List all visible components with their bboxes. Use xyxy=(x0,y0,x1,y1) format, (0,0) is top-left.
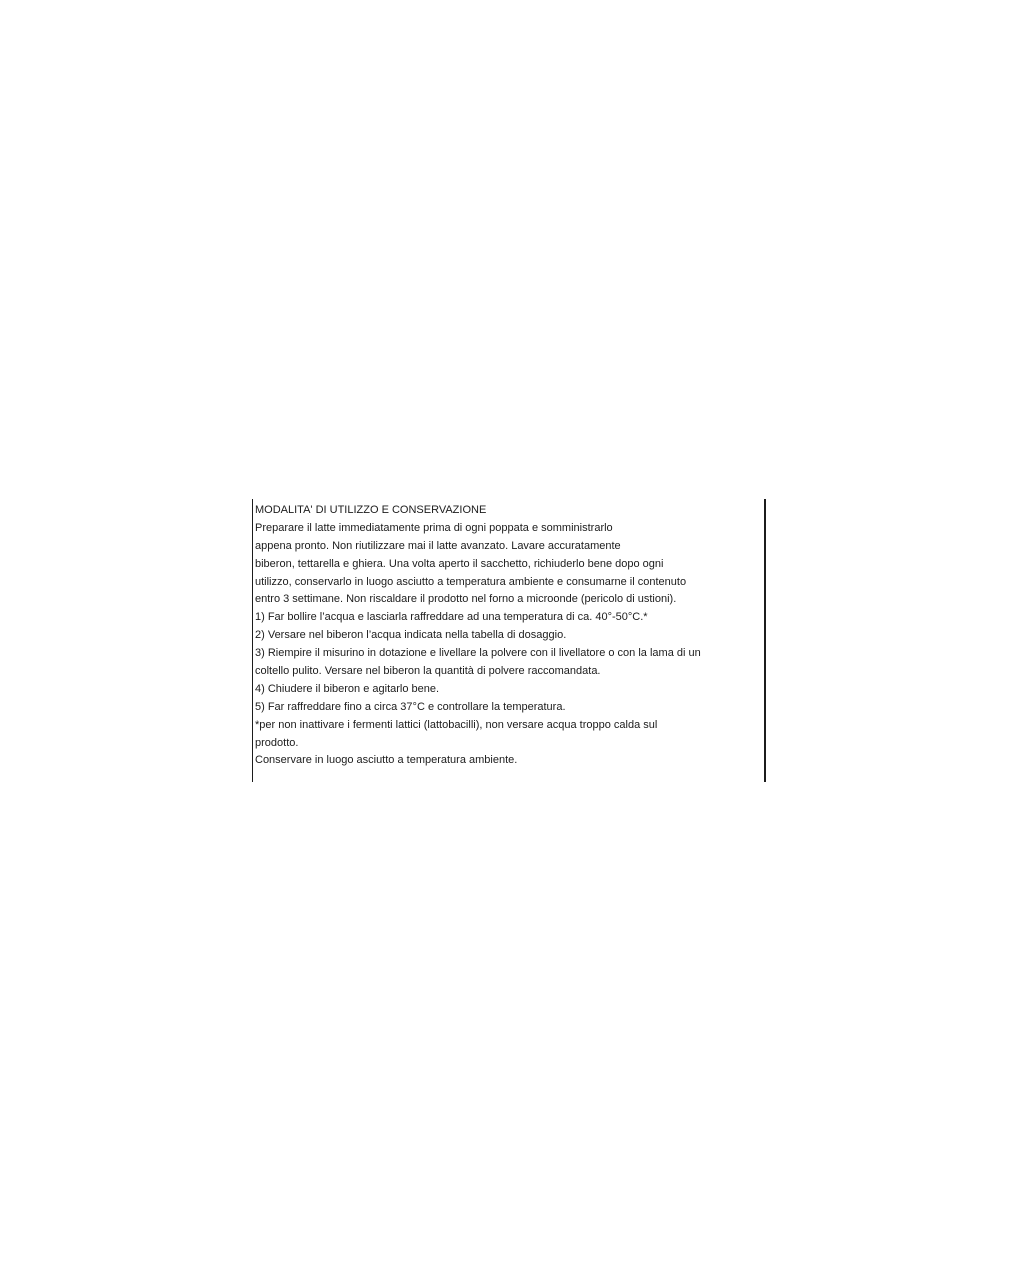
instructions-line: biberon, tettarella e ghiera. Una volta aperto il sacchetto, richiuderlo bene dopo ogni xyxy=(255,557,664,570)
instructions-step-5: 5) Far raffreddare fino a circa 37°C e controllare la temperatura. xyxy=(255,700,566,713)
instructions-title: MODALITA' DI UTILIZZO E CONSERVAZIONE xyxy=(255,504,487,516)
instructions-step-3: 3) Riempire il misurino in dotazione e livellare la polvere con il livellatore o con la lama di un xyxy=(255,647,701,660)
instructions-footnote-cont: prodotto. xyxy=(255,736,299,749)
instructions-text-block xyxy=(252,499,766,782)
instructions-step-3-cont: coltello pulito. Versare nel biberon la quantità di polvere raccomandata. xyxy=(255,665,601,678)
instructions-step-4: 4) Chiudere il biberon e agitarlo bene. xyxy=(255,682,440,695)
instructions-line: appena pronto. Non riutilizzare mai il latte avanzato. Lavare accuratamente xyxy=(255,539,621,552)
instructions-storage-note: Conservare in luogo asciutto a temperatura ambiente. xyxy=(255,754,518,767)
instructions-step-1: 1) Far bollire l’acqua e lasciarla raffreddare ad una temperatura di ca. 40°-50°C.* xyxy=(255,611,648,624)
instructions-step-2: 2) Versare nel biberon l’acqua indicata nella tabella di dosaggio. xyxy=(255,629,567,642)
instructions-footnote: *per non inattivare i fermenti lattici (lattobacilli), non versare acqua troppo calda sul xyxy=(255,718,658,731)
instructions-line: entro 3 settimane. Non riscaldare il prodotto nel forno a microonde (pericolo di ustioni). xyxy=(255,593,677,606)
instructions-line: Preparare il latte immediatamente prima di ogni poppata e somministrarlo xyxy=(255,521,613,534)
instructions-line: utilizzo, conservarlo in luogo asciutto a temperatura ambiente e consumarne il contenuto xyxy=(255,575,687,588)
